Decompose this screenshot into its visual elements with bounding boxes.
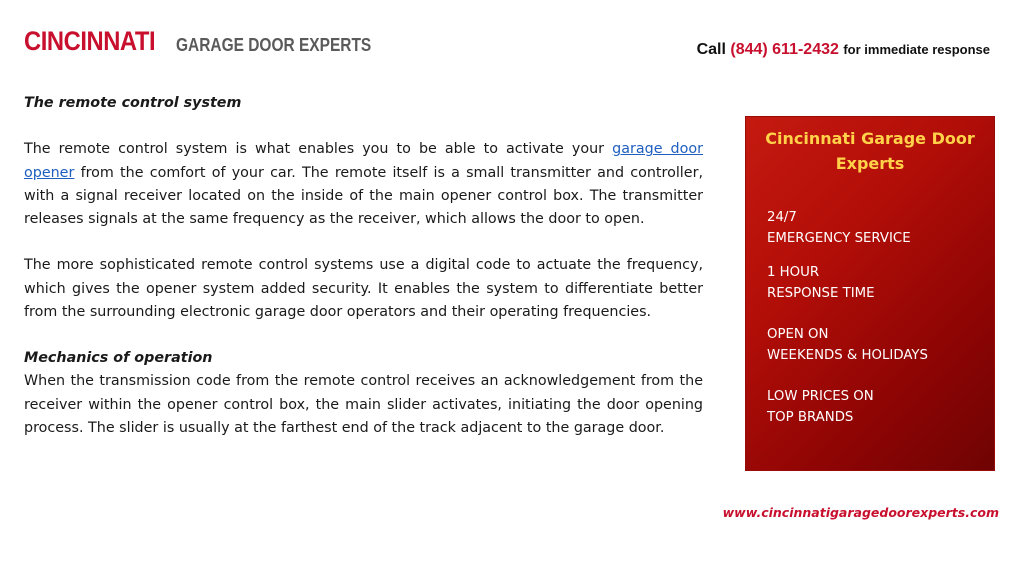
website-url-link[interactable]: www.cincinnatigaragedoorexperts.com — [722, 505, 999, 520]
call-tagline: for immediate response — [843, 42, 990, 57]
service-item-emergency — [767, 207, 911, 249]
call-label: Call — [696, 41, 726, 58]
service-line: 24/7 — [767, 210, 797, 225]
site-logo — [24, 26, 372, 57]
section-heading-mechanics: Mechanics of operation — [24, 350, 213, 367]
service-line: TOP BRANDS — [767, 410, 854, 425]
paragraph-text: from the comfort of your car. The remote itself is a small transmitter and controller, with a signal receiver located on the inside of the main opener control box. The transmitter releases signals at the same frequency as the receiver, which allows the door to open. — [24, 164, 703, 227]
paragraph-digital-code: The more sophisticated remote control systems use a digital code to actuate the frequency, which gives the opener system added security. It enables the system to differentiate better from the surrounding electronic garage door operators and their operating frequencies. — [24, 257, 703, 320]
service-line: EMERGENCY SERVICE — [767, 231, 911, 246]
section-heading-remote: The remote control system — [24, 95, 242, 111]
service-item-weekends — [767, 324, 928, 366]
services-box-title: Cincinnati Garage Door Experts — [765, 129, 975, 173]
services-box — [745, 116, 995, 471]
garage-door-opener-link[interactable]: garage door opener — [24, 141, 704, 181]
paragraph-mechanics: When the transmission code from the remote control receives an acknowledgement from the receiver within the opener control box, the main slider activates, initiating the door opening process. The slider is usually at the farthest end of the track adjacent to the garage door. — [24, 373, 703, 436]
service-line: WEEKENDS & HOLIDAYS — [767, 348, 928, 363]
service-line: LOW PRICES ON — [767, 389, 874, 404]
service-line: 1 HOUR — [767, 265, 820, 280]
service-item-response — [767, 262, 875, 304]
phone-number[interactable]: (844) 611-2432 — [730, 41, 839, 58]
logo-main-text: CINCINNATI — [24, 26, 156, 56]
paragraph-remote-intro — [24, 138, 703, 231]
article-body — [24, 92, 703, 440]
call-banner — [697, 41, 990, 59]
service-item-prices — [767, 386, 874, 428]
service-line: OPEN ON — [767, 327, 829, 342]
paragraph-text: The remote control system is what enables you to be able to activate your — [24, 141, 613, 158]
service-line: RESPONSE TIME — [767, 286, 875, 301]
logo-sub-text: GARAGE DOOR EXPERTS — [176, 35, 372, 55]
